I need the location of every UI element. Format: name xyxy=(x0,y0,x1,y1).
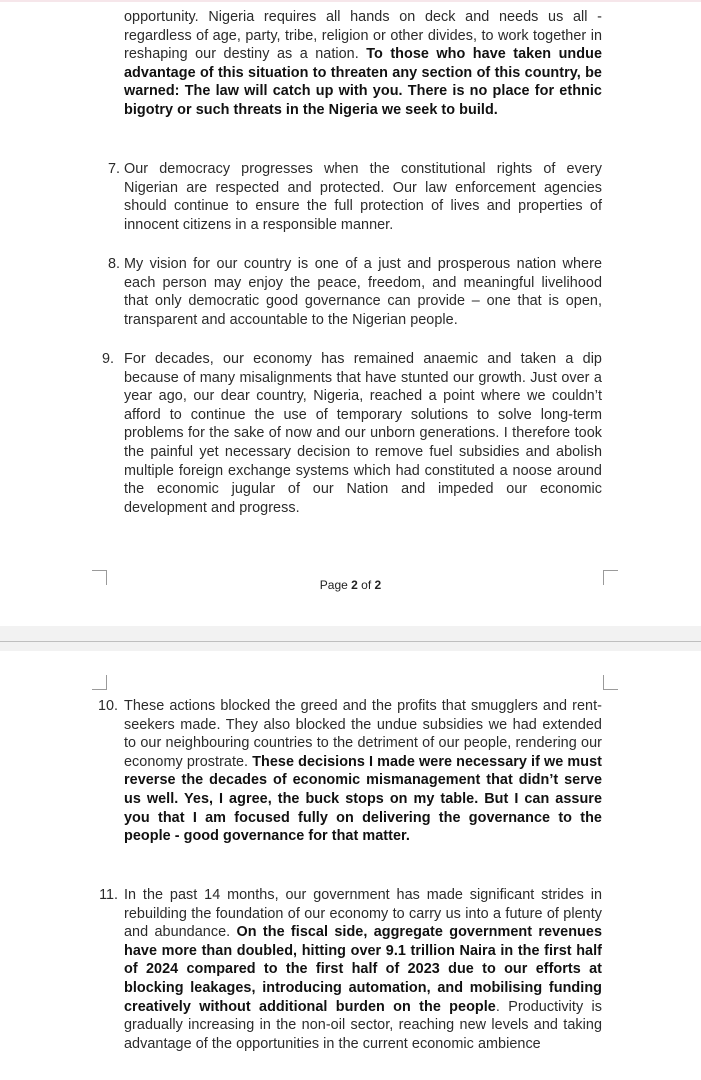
item-7-text: Our democracy progresses when the constitutional rights of every Nigerian are respected and protected. Our law enforcement agencies should continue to ensure the full protection of lives and properties of innocent citizens in a responsible manner. xyxy=(124,161,602,233)
item-11-paragraph xyxy=(124,886,602,1053)
item-8-number: 8. xyxy=(107,256,120,272)
page-total-number: 2 xyxy=(374,578,382,592)
item-10-number: 10. xyxy=(97,698,118,714)
document-page-lower xyxy=(0,651,701,1080)
item-7-number: 7. xyxy=(107,161,120,177)
continuation-text: opportunity. Nigeria requires all hands on deck and needs us all - regardless of age, party, tribe, religion or other divides, to work together in reshaping our destiny as a nation. xyxy=(124,9,602,63)
item-11-text: In the past 14 months, our government has made significant strides in rebuilding the foundation of our economy to carry us into a future of plenty and abundance. xyxy=(124,887,602,941)
crop-mark-bottom-left xyxy=(92,675,107,690)
item-10-paragraph xyxy=(124,697,602,846)
item-11-text-end: . Productivity is gradually increasing in the non-oil sector, reaching new levels and taking advantage of the opportunities in the current economic ambience xyxy=(124,998,602,1052)
page-current-number: 2 xyxy=(351,578,358,592)
page-of-label: of xyxy=(357,578,375,592)
item-9-number: 9. xyxy=(101,351,114,367)
page-separator xyxy=(0,641,701,642)
item-11-number: 11. xyxy=(99,887,118,903)
item-11-bold-text: On the fiscal side, aggregate government revenues have more than doubled, hitting over 9.1 trillion Naira in the first half of 2024 compared to the first half of 2023 due to our efforts at blocking leakages, introducing automation, and mobilising funding creatively without additional burden on the people xyxy=(124,924,602,1015)
item-8-text: My vision for our country is one of a just and prosperous nation where each person may enjoy the peace, freedom, and meaningful livelihood that only democratic good governance can provide – one that is open, transparent and accountable to the Nigerian people. xyxy=(124,256,602,328)
page-footer xyxy=(0,578,701,592)
item-9-text: For decades, our economy has remained anaemic and taken a dip because of many misalignments that have stunted our growth. Just over a year ago, our dear country, Nigeria, reached a point where we couldn’t afford to continue the use of temporary solutions to solve long-term problems for the sake of now and our unborn generations. I therefore took the painful yet necessary decision to remove fuel subsidies and abolish multiple foreign exchange systems which had constituted a noose around the economic jugular of our Nation and impeded our economic development and progress. xyxy=(124,351,602,516)
crop-mark-bottom-right xyxy=(603,675,618,690)
item-10-text: These actions blocked the greed and the profits that smugglers and rent-seekers made. They also blocked the undue subsidies we had extended to our neighbouring countries to the detriment of our people, rendering our economy prostrate. xyxy=(124,698,602,770)
continuation-bold-text: To those who have taken undue advantage of this situation to threaten any section of this country, be warned: The law will catch up with you. There is no place for ethnic bigotry or such threats in the Nigeria we seek to build. xyxy=(124,46,602,118)
item-10-bold-text: These decisions I made were necessary if we must reverse the decades of economic mismanagement that didn’t serve us well. Yes, I agree, the buck stops on my table. But I can assure you that I am focused fully on delivering the governance to the people - good governance for that matter. xyxy=(124,753,602,845)
page-label: Page xyxy=(319,578,352,592)
continuation-paragraph xyxy=(124,8,602,120)
